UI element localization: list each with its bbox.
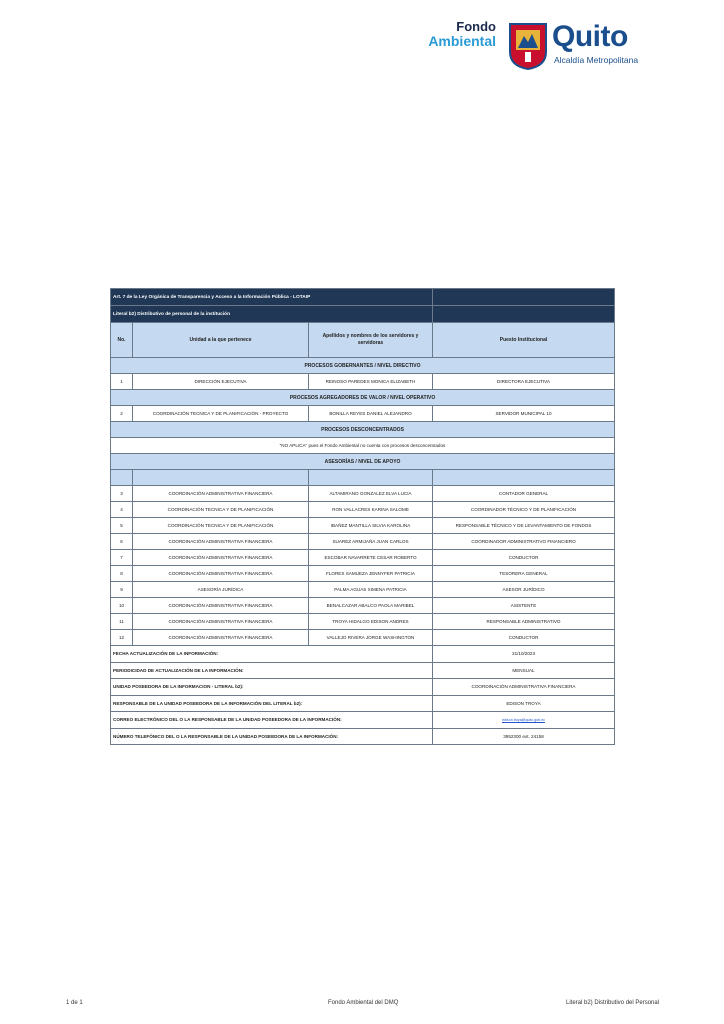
cell-puesto: ASISTENTE bbox=[433, 598, 615, 614]
cell-no: 5 bbox=[111, 518, 133, 534]
info-value: EDISON TROYA bbox=[433, 695, 615, 712]
cell-nombre: VALLEJO RIVERA JORGE WASHINGTON bbox=[309, 630, 433, 646]
cell-nombre: TROYA HIDALGO EDISON ANDRES bbox=[309, 614, 433, 630]
cell-nombre: REINOSO PAREDES MONICA ELIZABETH bbox=[309, 374, 433, 390]
cell-unidad: COORDINACIÓN ADMINISTRATIVA FINANCIERA bbox=[133, 614, 309, 630]
info-label: FECHA ACTUALIZACIÓN DE LA INFORMACIÓN: bbox=[111, 646, 433, 663]
cell-nombre: RON VALLACRES KARINA SALOME bbox=[309, 502, 433, 518]
quito-subtitle: Alcaldía Metropolitana bbox=[554, 55, 639, 65]
quito-logo bbox=[508, 22, 658, 72]
info-label: PERIODICIDAD DE ACTUALIZACIÓN DE LA INFORMACIÓN: bbox=[111, 662, 433, 679]
cell-unidad: COORDINACIÓN ADMINISTRATIVA FINANCIERA bbox=[133, 534, 309, 550]
info-value: MENSUAL bbox=[433, 662, 615, 679]
table-row bbox=[111, 630, 615, 646]
column-header-puesto: Puesto Institucional bbox=[433, 323, 615, 358]
cell-unidad: COORDINACIÓN TECNICA Y DE PLANIFICACIÓN bbox=[133, 502, 309, 518]
cell-no: 9 bbox=[111, 582, 133, 598]
info-row bbox=[111, 712, 615, 729]
section-row bbox=[111, 358, 615, 374]
column-header-no: No. bbox=[111, 323, 133, 358]
cell-puesto: CONDUCTOR bbox=[433, 630, 615, 646]
footer-right: Literal b2) Distributivo del Personal bbox=[566, 1000, 660, 1006]
cell-puesto: ASESOR JURÍDICO bbox=[433, 582, 615, 598]
cell-unidad: ASESORÍA JURÍDICA bbox=[133, 582, 309, 598]
cell-puesto: CONTADOR GENERAL bbox=[433, 486, 615, 502]
info-label: CORREO ELECTRÓNICO DEL O LA RESPONSABLE DE LA UNIDAD POSEEDORA DE LA INFORMACIÓN: bbox=[111, 712, 433, 729]
table-row bbox=[111, 518, 615, 534]
table-row bbox=[111, 598, 615, 614]
table-row bbox=[111, 614, 615, 630]
cell-puesto: COORDINADOR ADMINISTRATIVO FINANCIERO bbox=[433, 534, 615, 550]
distributivo-table bbox=[110, 288, 615, 745]
cell-no: 1 bbox=[111, 374, 133, 390]
quito-crest-icon bbox=[508, 22, 548, 70]
blank-row bbox=[111, 470, 615, 486]
table-row bbox=[111, 582, 615, 598]
info-value: 31/10/2023 bbox=[433, 646, 615, 663]
cell-no: 7 bbox=[111, 550, 133, 566]
section-desconcentrados: PROCESOS DESCONCENTRADOS bbox=[111, 422, 615, 438]
section-asesorias: ASESORÍAS / NIVEL DE APOYO bbox=[111, 454, 615, 470]
cell-puesto: DIRECTORA EJECUTIVA bbox=[433, 374, 615, 390]
cell-nombre: BENALCAZAR ABALCO PAOLA MARIBEL bbox=[309, 598, 433, 614]
info-row bbox=[111, 728, 615, 745]
table-row bbox=[111, 486, 615, 502]
fondo-ambiental-logo bbox=[400, 20, 496, 49]
table-subtitle-row bbox=[111, 306, 615, 323]
cell-no: 4 bbox=[111, 502, 133, 518]
cell-no: 8 bbox=[111, 566, 133, 582]
cell-no: 3 bbox=[111, 486, 133, 502]
section-row bbox=[111, 454, 615, 470]
cell-no: 11 bbox=[111, 614, 133, 630]
note-desconcentrados: "NO APLICA" pues el Fondo Ambiental no cuenta con procesos desconcentrados bbox=[111, 438, 615, 454]
footer-center: Fondo Ambiental del DMQ bbox=[328, 1000, 399, 1006]
fondo-logo-line2: Ambiental bbox=[428, 33, 496, 49]
info-label: RESPONSABLE DE LA UNIDAD POSEEDORA DE LA INFORMACIÓN DEL LITERAL b2): bbox=[111, 695, 433, 712]
cell-nombre: IBAÑEZ MANTILLA SILVIA KAROLINA bbox=[309, 518, 433, 534]
cell-unidad: COORDINACIÓN ADMINISTRATIVA FINANCIERA bbox=[133, 550, 309, 566]
info-row bbox=[111, 679, 615, 696]
column-header-row bbox=[111, 323, 615, 358]
cell-unidad: DIRECCIÓN EJECUTIVA bbox=[133, 374, 309, 390]
info-row bbox=[111, 646, 615, 663]
column-header-unidad: Unidad a la que pertenece bbox=[133, 323, 309, 358]
info-row bbox=[111, 695, 615, 712]
cell-nombre: BONILLA REYES DANIEL ALEJANDRO bbox=[309, 406, 433, 422]
cell-nombre: PALMA AGUAS XIMENA PATRICIA bbox=[309, 582, 433, 598]
note-row bbox=[111, 438, 615, 454]
table-row bbox=[111, 566, 615, 582]
cell-unidad: COORDINACIÓN ADMINISTRATIVA FINANCIERA bbox=[133, 598, 309, 614]
cell-puesto: COORDINADOR TÉCNICO Y DE PLANIFICACIÓN bbox=[433, 502, 615, 518]
cell-nombre: SUAREZ ARMIJAÑA JUAN CARLOS bbox=[309, 534, 433, 550]
cell-no: 10 bbox=[111, 598, 133, 614]
section-row bbox=[111, 422, 615, 438]
email-link[interactable]: edison.troya@quito.gob.ec bbox=[502, 718, 545, 723]
section-gobernantes: PROCESOS GOBERNANTES / NIVEL DIRECTIVO bbox=[111, 358, 615, 374]
table-row bbox=[111, 534, 615, 550]
info-label: UNIDAD POSEEDORA DE LA INFORMACION - LITERAL b2): bbox=[111, 679, 433, 696]
cell-no: 2 bbox=[111, 406, 133, 422]
cell-unidad: COORDINACIÓN TECNICA Y DE PLANIFICACIÓN bbox=[133, 518, 309, 534]
cell-nombre: ALTAMIRANO GONZALEZ ELVA LUCIA bbox=[309, 486, 433, 502]
table-row bbox=[111, 502, 615, 518]
cell-no: 12 bbox=[111, 630, 133, 646]
cell-puesto: TESORERA GENERAL bbox=[433, 566, 615, 582]
cell-nombre: FLORES SAMUEZA JENNYFER PATRICIA bbox=[309, 566, 433, 582]
cell-unidad: COORDINACIÓN ADMINISTRATIVA FINANCIERA bbox=[133, 486, 309, 502]
cell-unidad: COORDINACIÓN ADMINISTRATIVA FINANCIERA bbox=[133, 566, 309, 582]
cell-unidad: COORDINACIÓN TECNICA Y DE PLANIFICACIÓN - PROYECTO bbox=[133, 406, 309, 422]
table-row bbox=[111, 550, 615, 566]
info-row bbox=[111, 662, 615, 679]
info-value: 3952300 ext. 24158 bbox=[433, 728, 615, 745]
column-header-nombres: Apellidos y nombres de los servidores y servidoras bbox=[309, 323, 433, 358]
info-label: NÚMERO TELEFÓNICO DEL O LA RESPONSABLE DE LA UNIDAD POSEEDORA DE LA INFORMACIÓN: bbox=[111, 728, 433, 745]
info-value bbox=[433, 712, 615, 729]
section-row bbox=[111, 390, 615, 406]
table-title-row bbox=[111, 289, 615, 306]
table-row bbox=[111, 374, 615, 390]
cell-puesto: RESPONSABLE TÉCNICO Y DE LEVANTAMIENTO DE FONDOS bbox=[433, 518, 615, 534]
cell-unidad: COORDINACIÓN ADMINISTRATIVA FINANCIERA bbox=[133, 630, 309, 646]
section-agregadores: PROCESOS AGREGADORES DE VALOR / NIVEL OPERATIVO bbox=[111, 390, 615, 406]
table-subtitle: Literal b2) Distributivo de personal de la institución bbox=[111, 306, 433, 323]
page-number: 1 de 1 bbox=[66, 1000, 83, 1006]
table-row bbox=[111, 406, 615, 422]
quito-wordmark: Quito bbox=[552, 20, 628, 53]
cell-nombre: ESCOBAR NAVARRETE CESAR ROBERTO bbox=[309, 550, 433, 566]
cell-puesto: CONDUCTOR bbox=[433, 550, 615, 566]
table-title: Art. 7 de la Ley Orgánica de Transparencia y Acceso a la Información Pública - LOTAIP bbox=[111, 289, 433, 306]
cell-no: 6 bbox=[111, 534, 133, 550]
fondo-logo-line1: Fondo bbox=[456, 19, 496, 34]
info-value: COORDINACIÓN ADMINISTRATIVA FINANCIERA bbox=[433, 679, 615, 696]
cell-puesto: RESPONSABLE ADMINISTRATIVO bbox=[433, 614, 615, 630]
cell-puesto: SERVIDOR MUNICIPAL 10 bbox=[433, 406, 615, 422]
